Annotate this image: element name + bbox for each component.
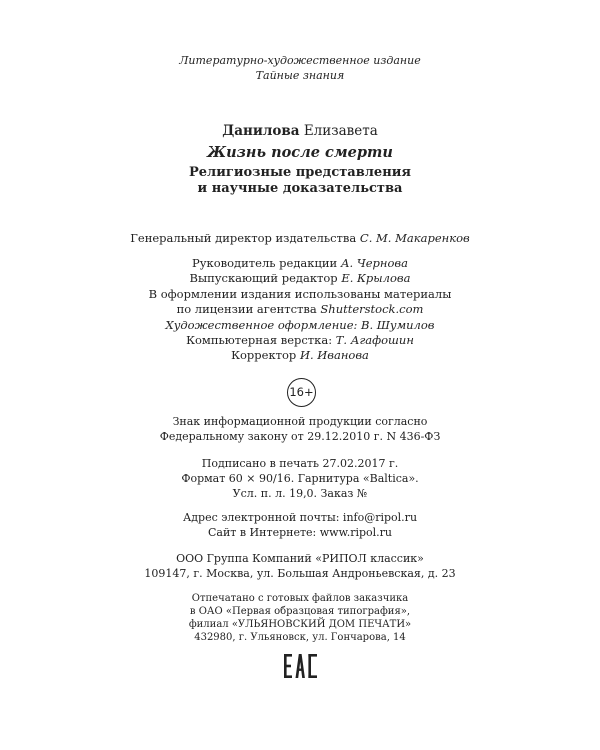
credit-license-line-2 (0, 302, 600, 317)
head-editor-name: А. Чернова (340, 256, 408, 270)
subtitle-line-1: Религиозные представления (189, 165, 411, 180)
series-header (0, 53, 600, 83)
author-last-name: Данилова (222, 123, 300, 139)
eac-certification-icon (284, 654, 317, 678)
credit-art-design (0, 318, 600, 333)
contacts-block (0, 510, 600, 540)
publisher-address: 109147, г. Москва, ул. Большая Андроньевская, д. 23 (144, 567, 456, 580)
publisher-name: ООО Группа Компаний «РИПОЛ классик» (176, 552, 424, 565)
credit-managing-editor (0, 271, 600, 286)
publisher-block (0, 551, 600, 581)
author-first-name: Елизавета (303, 123, 378, 139)
print-info (0, 456, 600, 501)
subtitle-line-2: и научные доказательства (197, 181, 403, 196)
director-name: С. М. Макаренков (359, 231, 470, 245)
printer-line-3: филиал «УЛЬЯНОВСКИЙ ДОМ ПЕЧАТИ» (188, 619, 412, 630)
director-line (0, 231, 600, 246)
license-agency: Shutterstock.com (320, 302, 424, 317)
managing-editor-name: Е. Крылова (341, 271, 411, 286)
credit-proofreader (0, 348, 600, 363)
art-design-role: Художественное оформление: (165, 317, 358, 332)
book-subtitle (0, 165, 600, 197)
proofreader-name: И. Иванова (299, 348, 369, 363)
art-design-name: В. Шумилов (361, 317, 435, 332)
printer-line-2: в ОАО «Первая образцовая типография», (189, 606, 411, 617)
layout-role: Компьютерная верстка: (186, 333, 333, 348)
series-name: Тайные знания (255, 69, 345, 82)
print-format: Формат 60 × 90/16. Гарнитура «Baltica». (181, 472, 419, 485)
printer-line-4: 432980, г. Ульяновск, ул. Гончарова, 14 (194, 632, 406, 643)
director-role: Генеральный директор издательства (130, 231, 357, 245)
author-line (0, 123, 600, 140)
proofreader-role: Корректор (231, 348, 297, 363)
print-signed-date: Подписано в печать 27.02.2017 г. (201, 457, 399, 470)
email-line: Адрес электронной почты: info@ripol.ru (182, 511, 418, 524)
head-editor-role: Руководитель редакции (192, 256, 338, 270)
credit-head-editor (0, 256, 600, 271)
info-notice-line-2: Федеральному закону от 29.12.2010 г. N 436-ФЗ (159, 430, 441, 443)
credit-license-line-1: В оформлении издания использованы материалы (148, 286, 452, 301)
printer-block (0, 592, 600, 644)
website-line: Сайт в Интернете: www.ripol.ru (207, 526, 392, 539)
credits-block (0, 256, 600, 364)
info-product-notice (0, 414, 600, 444)
info-notice-line-1: Знак информационной продукции согласно (172, 415, 428, 428)
print-sheets-order: Усл. п. л. 19,0. Заказ № (232, 487, 368, 500)
series-edition-type: Литературно-художественное издание (179, 54, 421, 67)
license-prefix: по лицензии агентства (176, 302, 317, 317)
managing-editor-role: Выпускающий редактор (189, 271, 338, 286)
book-title: Жизнь после смерти (207, 144, 393, 161)
credit-layout (0, 333, 600, 348)
age-rating-badge: 16+ (287, 378, 316, 407)
printer-line-1: Отпечатано с готовых файлов заказчика (191, 593, 409, 604)
layout-name: Т. Агафошин (335, 333, 414, 348)
